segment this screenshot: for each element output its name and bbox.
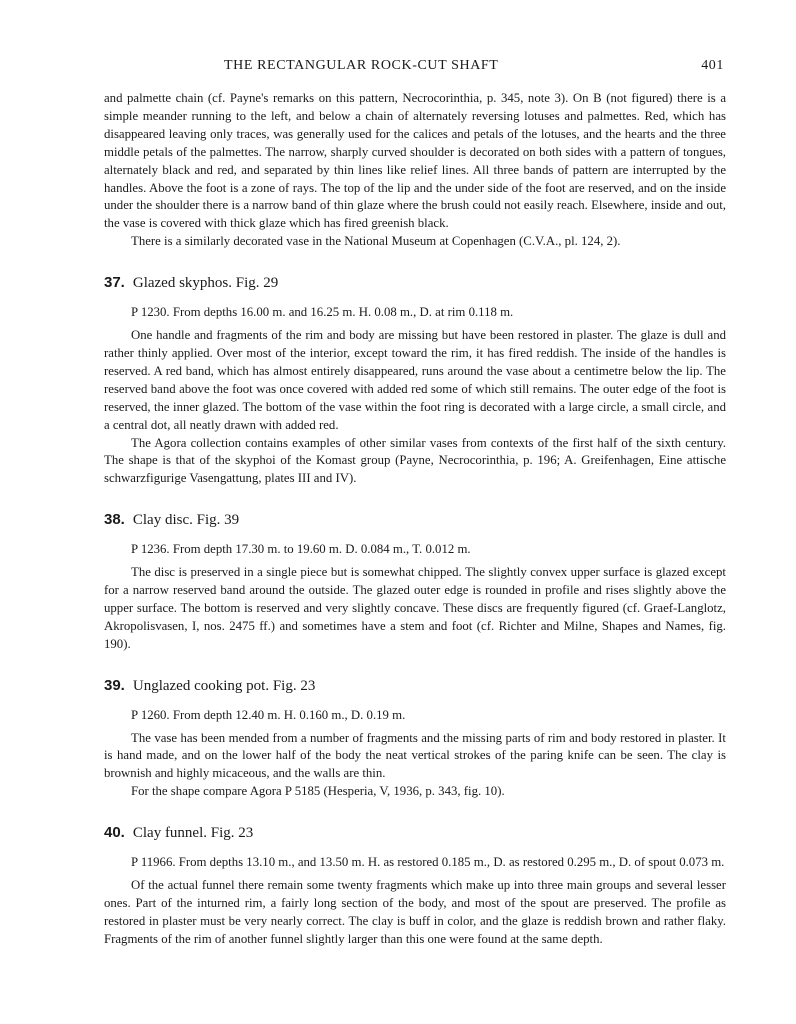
entry-number: 40.	[104, 824, 125, 842]
entry-title: Clay funnel. Fig. 23	[132, 825, 254, 842]
entry-title: Unglazed cooking pot. Fig. 23	[132, 677, 316, 694]
entry-paragraph: Of the actual funnel there remain some twenty fragments which make up into three main groups and several lesser ones. Part of the inturned rim, a fairly long section of the body, and most of the spout are preserved. The profile as restored in plaster must be very nearly correct. The clay is buff in color, and the glaze is reddish brown and rather flaky. Fragments of the rim of another funnel slightly larger than this one were found at the same depth.	[104, 878, 726, 946]
entry-title: Glazed skyphos. Fig. 29	[132, 275, 279, 292]
body-text	[104, 90, 726, 949]
entry-title: Clay disc. Fig. 39	[132, 512, 240, 529]
entry-number: 39.	[104, 676, 125, 694]
page-number: 401	[701, 58, 724, 73]
entry-paragraph: The Agora collection contains examples of other similar vases from contexts of the first half of the sixth century. The shape is that of the skyphoi of the Komast group (Payne, Necrocorinthia, p. 196; A. Greifenhagen, Eine attische schwarzfigurige Vasengattung, plates III and IV).	[104, 435, 726, 486]
entry-number: 38.	[104, 511, 125, 529]
entry-heading	[104, 510, 726, 530]
entry-catalog-data: P 1236. From depth 17.30 m. to 19.60 m. D. 0.084 m., T. 0.012 m.	[131, 542, 471, 557]
entry-heading	[104, 823, 726, 843]
running-head	[104, 58, 728, 78]
running-head-title: THE RECTANGULAR ROCK-CUT SHAFT	[224, 58, 499, 73]
entry-paragraph: The vase has been mended from a number of fragments and the missing parts of rim and body restored in plaster. It is hand made, and on the lower half of the body the neat vertical strokes of the paring knife can be seen. The clay is brownish and highly micaceous, and the walls are thin.	[104, 730, 726, 781]
entry-heading	[104, 676, 726, 696]
entry-paragraph: The disc is preserved in a single piece but is somewhat chipped. The slightly convex upper surface is glazed except for a narrow reserved band around the outside. The glazed outer edge is rounded in profile and rises slightly above the upper surface. The bottom is reserved and very slightly concave. These discs are frequently figured (cf. Graef-Langlotz, Akropolisvasen, I, nos. 2475 ff.) and sometimes have a stem and foot (cf. Richter and Milne, Shapes and Names, fig. 190).	[104, 565, 726, 651]
entry-catalog-data: P 11966. From depths 13.10 m., and 13.50 m. H. as restored 0.185 m., D. as restored 0.295 m., D. of spout 0.073 m.	[131, 855, 725, 870]
entry-heading	[104, 273, 726, 293]
entry-paragraph: One handle and fragments of the rim and body are missing but have been restored in plaster. The glaze is dull and rather thinly applied. Over most of the interior, except toward the rim, it has fired reddish. The inside of the handles is reserved. A red band, which has almost entirely disappeared, runs around the vase about a centimetre below the lip. The reserved band above the foot was once covered with added red some of which still remains. The outer edge of the foot is reserved, the inner glazed. The bottom of the vase within the foot ring is decorated with a large circle, a small circle, and a central dot, all neatly drawn with added red.	[104, 328, 726, 432]
entry-catalog-data: P 1260. From depth 12.40 m. H. 0.160 m., D. 0.19 m.	[131, 707, 406, 722]
intro-paragraph: There is a similarly decorated vase in the National Museum at Copenhagen (C.V.A., pl. 124, 2).	[131, 234, 621, 249]
entry-paragraph: For the shape compare Agora P 5185 (Hesperia, V, 1936, p. 343, fig. 10).	[131, 784, 505, 799]
entry-catalog-data: P 1230. From depths 16.00 m. and 16.25 m. H. 0.08 m., D. at rim 0.118 m.	[131, 305, 514, 320]
entry-number: 37.	[104, 274, 125, 292]
intro-paragraph: and palmette chain (cf. Payne's remarks on this pattern, Necrocorinthia, p. 345, note 3). On B (not figured) there is a simple meander running to the left, and below a chain of alternately reversing lotuses and palmettes. Red, which has disappeared leaving only traces, was generally used for the calices and petals of the lotuses, and the hearts and the three middle petals of the palmettes. The narrow, sharply curved shoulder is decorated on both sides with a pattern of tongues, alternately black and red, and separated by thin lines like relief lines. All three bands of pattern are interrupted by the handles. Above the foot is a zone of rays. The top of the lip and the under side of the foot are reserved, and on the inside under the shoulder there is a narrow band of thin glaze where the brush could not easily reach. Elsewhere, inside and out, the vase is covered with thick glaze which has fired greenish black.	[104, 91, 726, 231]
